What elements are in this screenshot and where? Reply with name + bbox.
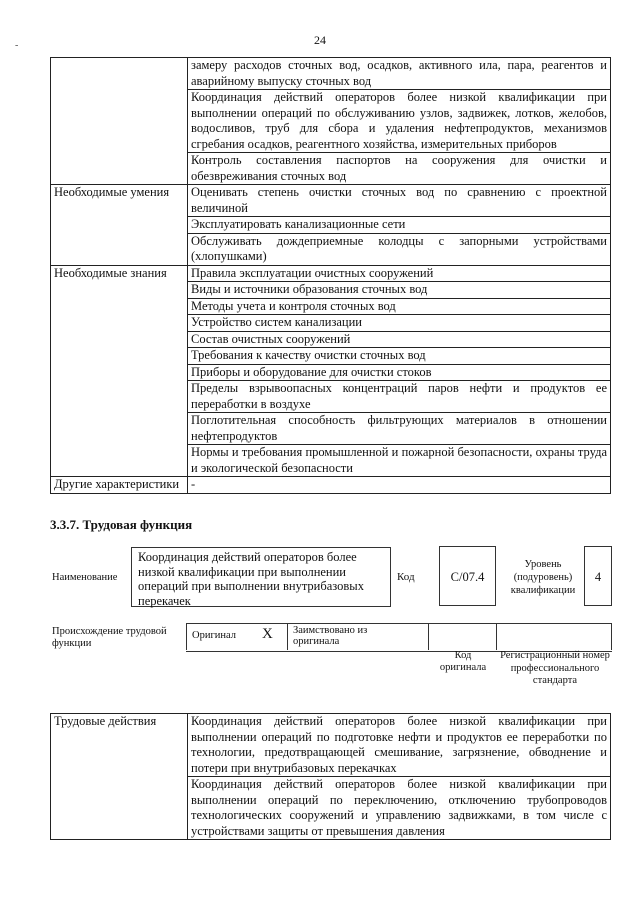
section-title: 3.3.7. Трудовая функция bbox=[50, 517, 193, 532]
table-row bbox=[51, 58, 611, 90]
code-value-box: C/07.4 bbox=[439, 546, 496, 606]
table-cell: Виды и источники образования сточных вод bbox=[188, 282, 611, 299]
table-cell: Правила эксплуатации очистных сооружений bbox=[188, 265, 611, 282]
origin-label: Происхождение трудовой функции bbox=[52, 626, 167, 649]
table-cell: Контроль составления паспортов на сооружения для очистки и обезвреживания сточных вод bbox=[188, 153, 611, 185]
function-name-box: Координация действий операторов более низкой квалификации при выполнении операций при выполнении внутрибазовых перекачек bbox=[131, 547, 391, 607]
continuation-label-cell bbox=[51, 58, 188, 185]
table-cell: Эксплуатировать канализационные сети bbox=[188, 217, 611, 234]
borrowed-label: Заимствовано из оригинала bbox=[293, 625, 368, 647]
divider bbox=[186, 623, 187, 650]
registration-number-label: Регистрационный номер профессионального стандарта bbox=[500, 650, 610, 686]
table-row bbox=[51, 714, 611, 777]
table-row bbox=[51, 265, 611, 282]
other-characteristics-label: Другие характеристики bbox=[51, 477, 188, 494]
skills-knowledge-table bbox=[50, 57, 611, 494]
labor-actions-table bbox=[50, 713, 611, 840]
level-label: Уровень (подуровень) квалификации bbox=[510, 559, 576, 596]
table-cell: Пределы взрывоопасных концентраций паров нефти и продуктов ее переработки в воздухе bbox=[188, 381, 611, 413]
divider bbox=[611, 623, 612, 650]
original-label: Оригинал bbox=[192, 630, 236, 641]
divider bbox=[287, 623, 288, 650]
divider bbox=[496, 623, 497, 650]
table-row bbox=[51, 185, 611, 217]
labor-actions-label: Трудовые действия bbox=[51, 714, 188, 840]
name-label: Наименование bbox=[52, 572, 118, 583]
table-cell: Координация действий операторов более низкой квалификации при выполнении операций по обслуживанию узлов, задвижек, лотков, желобов, водосливов, труб для сбора и удаления нефтепродуктов, механизмов сгребания осадков, реагентного хозяйства, измерительных приборов bbox=[188, 90, 611, 153]
table-cell: Приборы и оборудование для очистки стоков bbox=[188, 364, 611, 381]
divider bbox=[428, 623, 429, 650]
table-row bbox=[51, 477, 611, 494]
margin-mark: ‑ bbox=[15, 40, 19, 51]
skills-label: Необходимые умения bbox=[51, 185, 188, 266]
table-cell: Координация действий операторов более низкой квалификации при выполнении операций по подготовке нефти и продуктов ее переработки по технологии, предотвращающей смешивание, загрязнение, обводнение и потери при внутрибазовых перекачках bbox=[188, 714, 611, 777]
code-original-label: Код оригинала bbox=[439, 650, 487, 673]
table-cell: Методы учета и контроля сточных вод bbox=[188, 298, 611, 315]
table-cell: - bbox=[188, 477, 611, 494]
original-mark: X bbox=[262, 626, 273, 642]
table-cell: Координация действий операторов более низкой квалификации при выполнении операций по переключению, отключению трубопроводов технологических сооружений и управлению задвижками, в том числе с устройствами защиты от превышения давления bbox=[188, 777, 611, 840]
table-cell: Требования к качеству очистки сточных вод bbox=[188, 348, 611, 365]
knowledge-label: Необходимые знания bbox=[51, 265, 188, 477]
table-cell: Обслуживать дождеприемные колодцы с запорными устройствами (хлопушками) bbox=[188, 233, 611, 265]
table-cell: Состав очистных сооружений bbox=[188, 331, 611, 348]
table-cell: Поглотительная способность фильтрующих материалов в отношении нефтепродуктов bbox=[188, 413, 611, 445]
table-cell: Нормы и требования промышленной и пожарной безопасности, охраны труда и экологической безопасности bbox=[188, 445, 611, 477]
table-cell: Оценивать степень очистки сточных вод по сравнению с проектной величиной bbox=[188, 185, 611, 217]
code-label: Код bbox=[397, 571, 415, 583]
level-value-box: 4 bbox=[584, 546, 612, 606]
page-number: 24 bbox=[314, 33, 326, 47]
table-cell: замеру расходов сточных вод, осадков, активного ила, пара, реагентов и аварийному выпуску сточных вод bbox=[188, 58, 611, 90]
table-cell: Устройство систем канализации bbox=[188, 315, 611, 332]
